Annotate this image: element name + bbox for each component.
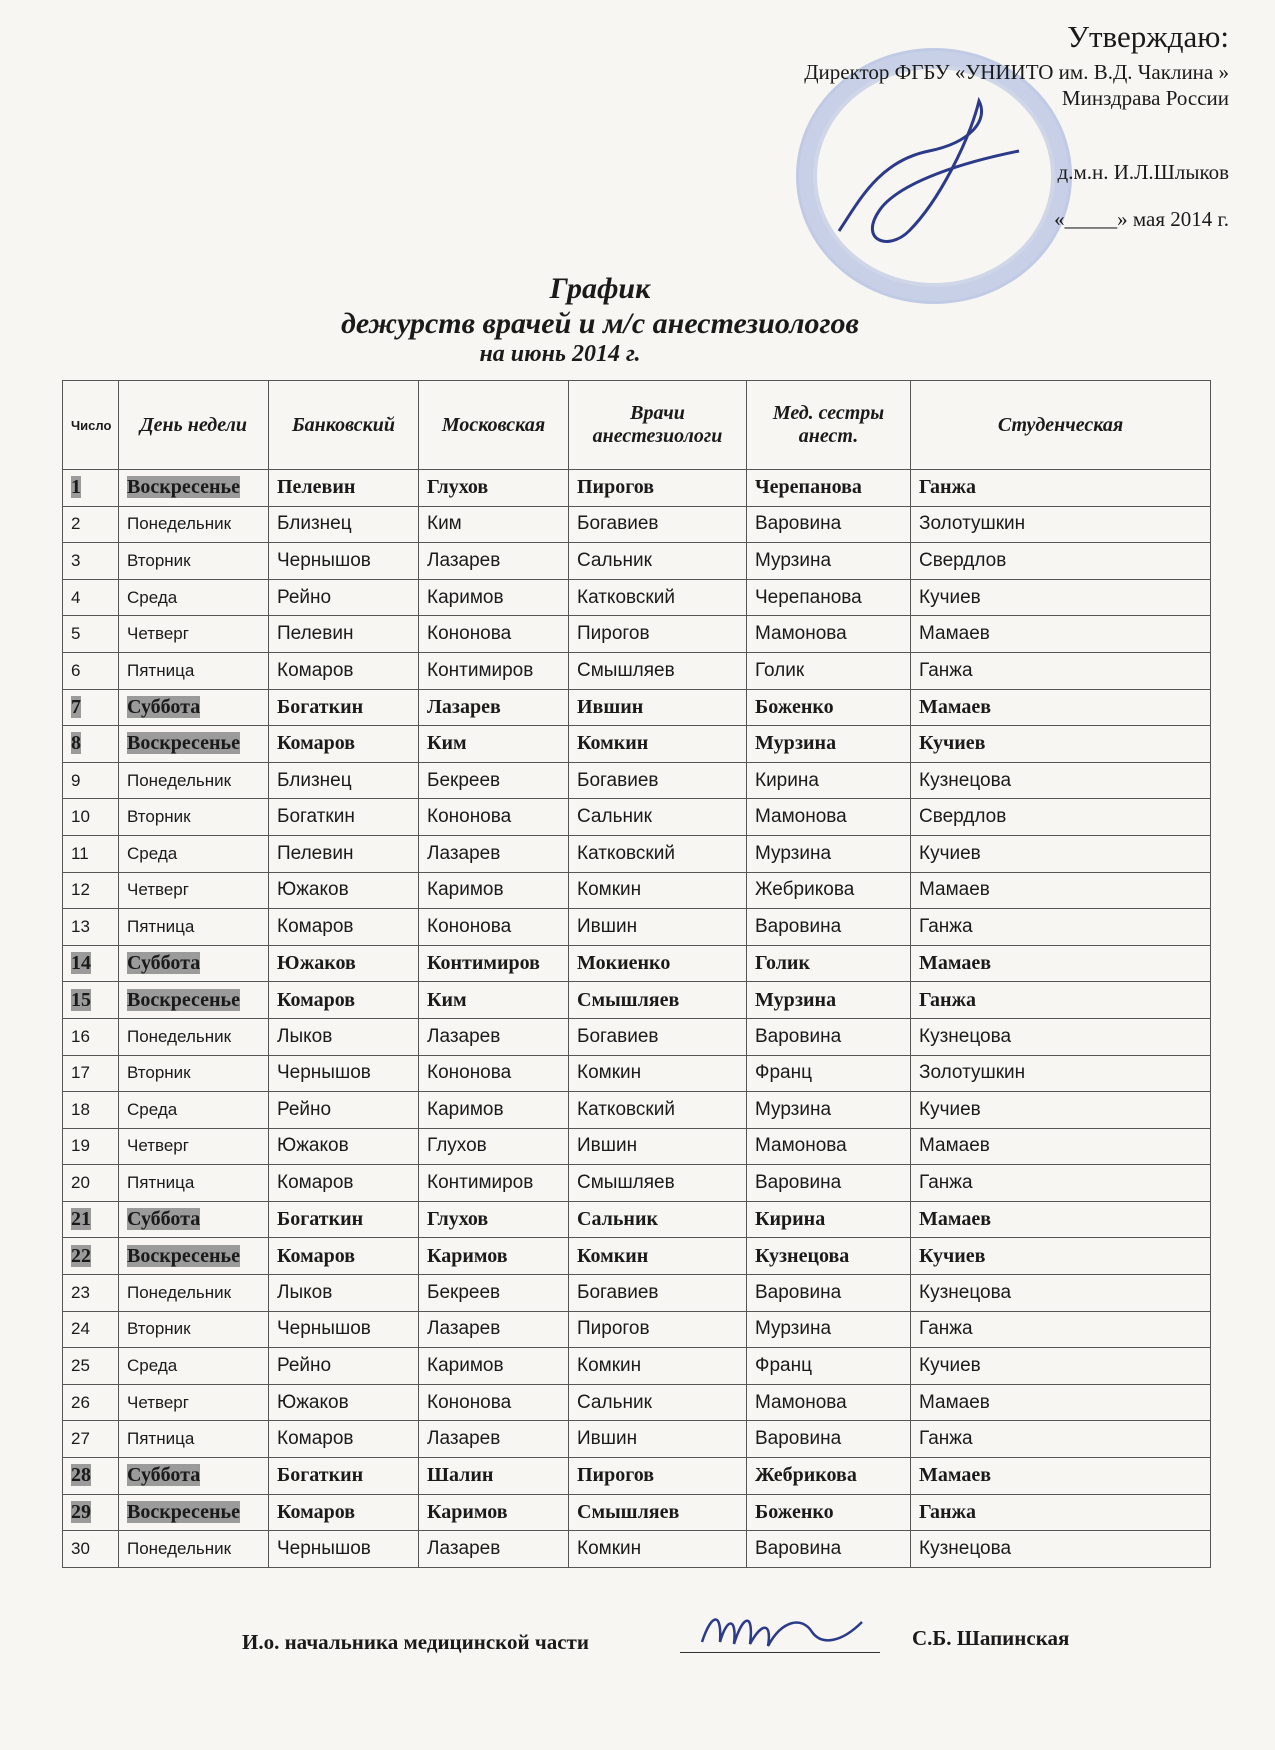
table-row [63, 1128, 1211, 1165]
cell-number: 25 [63, 1348, 119, 1385]
cell-studencheskaya: Мамаев [911, 616, 1211, 653]
cell-nurse: Мамонова [747, 1384, 911, 1421]
cell-weekday: Четверг [119, 872, 269, 909]
cell-bankovsky: Чернышов [269, 543, 419, 580]
cell-moskovskaya: Глухов [419, 1201, 569, 1238]
cell-moskovskaya: Каримов [419, 872, 569, 909]
cell-number: 10 [63, 799, 119, 836]
cell-bankovsky: Рейно [269, 579, 419, 616]
approval-title: Утверждаю: [1067, 19, 1229, 54]
cell-weekday: Воскресенье [119, 1238, 269, 1275]
table-row [63, 1055, 1211, 1092]
cell-nurse: Варовина [747, 1531, 911, 1568]
cell-bankovsky: Комаров [269, 726, 419, 763]
cell-nurse: Жебрикова [747, 872, 911, 909]
cell-moskovskaya: Каримов [419, 1494, 569, 1531]
cell-studencheskaya: Свердлов [911, 799, 1211, 836]
cell-studencheskaya: Кучиев [911, 579, 1211, 616]
cell-anesthesiologist: Ившин [569, 1421, 747, 1458]
cell-number: 21 [63, 1201, 119, 1238]
cell-bankovsky: Южаков [269, 1128, 419, 1165]
table-row [63, 470, 1211, 507]
header-anesthesiologists: Врачи анестезиологи [569, 381, 747, 470]
cell-weekday: Понедельник [119, 1018, 269, 1055]
cell-moskovskaya: Лазарев [419, 1531, 569, 1568]
cell-studencheskaya: Кучиев [911, 726, 1211, 763]
cell-anesthesiologist: Катковский [569, 835, 747, 872]
cell-moskovskaya: Лазарев [419, 1311, 569, 1348]
cell-weekday: Вторник [119, 1311, 269, 1348]
cell-nurse: Варовина [747, 1165, 911, 1202]
table-row [63, 652, 1211, 689]
cell-studencheskaya: Кучиев [911, 1092, 1211, 1129]
cell-nurse: Мурзина [747, 1311, 911, 1348]
approval-block [629, 18, 1229, 232]
table-row [63, 1494, 1211, 1531]
cell-nurse: Черепанова [747, 470, 911, 507]
cell-bankovsky: Комаров [269, 1165, 419, 1202]
handwritten-signature-icon [692, 1602, 872, 1662]
cell-weekday: Вторник [119, 543, 269, 580]
cell-studencheskaya: Мамаев [911, 1201, 1211, 1238]
cell-weekday: Среда [119, 579, 269, 616]
cell-studencheskaya: Ганжа [911, 1421, 1211, 1458]
cell-anesthesiologist: Смышляев [569, 1494, 747, 1531]
cell-nurse: Голик [747, 945, 911, 982]
cell-bankovsky: Комаров [269, 1238, 419, 1275]
table-row [63, 799, 1211, 836]
cell-nurse: Кирина [747, 1201, 911, 1238]
cell-weekday: Пятница [119, 1421, 269, 1458]
header-bankovsky: Банковский [269, 381, 419, 470]
cell-nurse: Боженко [747, 1494, 911, 1531]
cell-studencheskaya: Кузнецова [911, 762, 1211, 799]
table-row [63, 1238, 1211, 1275]
cell-weekday: Суббота [119, 945, 269, 982]
cell-weekday: Воскресенье [119, 982, 269, 1019]
cell-bankovsky: Чернышов [269, 1531, 419, 1568]
table-row [63, 506, 1211, 543]
cell-weekday: Суббота [119, 1458, 269, 1495]
cell-moskovskaya: Каримов [419, 1092, 569, 1129]
cell-moskovskaya: Контимиров [419, 945, 569, 982]
cell-anesthesiologist: Пирогов [569, 1458, 747, 1495]
cell-anesthesiologist: Комкин [569, 872, 747, 909]
cell-nurse: Мамонова [747, 1128, 911, 1165]
cell-weekday: Вторник [119, 1055, 269, 1092]
cell-number: 2 [63, 506, 119, 543]
cell-weekday: Четверг [119, 1128, 269, 1165]
cell-moskovskaya: Ким [419, 726, 569, 763]
header-nurses: Мед. сестры анест. [747, 381, 911, 470]
cell-weekday: Пятница [119, 652, 269, 689]
cell-moskovskaya: Кононова [419, 799, 569, 836]
cell-nurse: Варовина [747, 1018, 911, 1055]
cell-bankovsky: Чернышов [269, 1055, 419, 1092]
cell-number: 8 [63, 726, 119, 763]
cell-bankovsky: Богаткин [269, 1458, 419, 1495]
cell-studencheskaya: Кузнецова [911, 1531, 1211, 1568]
approval-ministry: Минздрава России [1061, 86, 1229, 110]
cell-moskovskaya: Шалин [419, 1458, 569, 1495]
cell-number: 17 [63, 1055, 119, 1092]
cell-anesthesiologist: Катковский [569, 1092, 747, 1129]
cell-weekday: Среда [119, 1092, 269, 1129]
cell-bankovsky: Близнец [269, 762, 419, 799]
table-row [63, 579, 1211, 616]
cell-nurse: Мурзина [747, 726, 911, 763]
cell-moskovskaya: Лазарев [419, 835, 569, 872]
cell-weekday: Понедельник [119, 1531, 269, 1568]
cell-bankovsky: Комаров [269, 982, 419, 1019]
cell-moskovskaya: Кононова [419, 909, 569, 946]
cell-studencheskaya: Кузнецова [911, 1018, 1211, 1055]
cell-weekday: Четверг [119, 1384, 269, 1421]
cell-moskovskaya: Лазарев [419, 543, 569, 580]
cell-bankovsky: Пелевин [269, 616, 419, 653]
cell-number: 4 [63, 579, 119, 616]
cell-studencheskaya: Кучиев [911, 1348, 1211, 1385]
table-row [63, 543, 1211, 580]
table-row [63, 1092, 1211, 1129]
cell-nurse: Черепанова [747, 579, 911, 616]
heading-subtitle: дежурств врачей и м/с анестезиологов [341, 306, 859, 340]
table-row [63, 689, 1211, 726]
cell-anesthesiologist: Смышляев [569, 652, 747, 689]
cell-bankovsky: Пелевин [269, 470, 419, 507]
cell-weekday: Понедельник [119, 1275, 269, 1312]
cell-weekday: Вторник [119, 799, 269, 836]
table-header-row [63, 381, 1211, 470]
table-row [63, 1201, 1211, 1238]
cell-number: 28 [63, 1458, 119, 1495]
cell-anesthesiologist: Ившин [569, 689, 747, 726]
cell-anesthesiologist: Богавиев [569, 1018, 747, 1055]
cell-nurse: Варовина [747, 1275, 911, 1312]
cell-bankovsky: Близнец [269, 506, 419, 543]
cell-nurse: Кузнецова [747, 1238, 911, 1275]
cell-studencheskaya: Кузнецова [911, 1275, 1211, 1312]
cell-anesthesiologist: Смышляев [569, 982, 747, 1019]
cell-number: 14 [63, 945, 119, 982]
cell-nurse: Голик [747, 652, 911, 689]
cell-anesthesiologist: Комкин [569, 1531, 747, 1568]
cell-nurse: Мурзина [747, 543, 911, 580]
cell-moskovskaya: Глухов [419, 1128, 569, 1165]
cell-bankovsky: Богаткин [269, 799, 419, 836]
cell-number: 24 [63, 1311, 119, 1348]
cell-moskovskaya: Кононова [419, 1384, 569, 1421]
cell-nurse: Варовина [747, 909, 911, 946]
cell-studencheskaya: Ганжа [911, 1165, 1211, 1202]
footer-name: С.Б. Шапинская [912, 1626, 1070, 1650]
cell-bankovsky: Комаров [269, 1494, 419, 1531]
table-row [63, 762, 1211, 799]
cell-moskovskaya: Ким [419, 506, 569, 543]
cell-number: 5 [63, 616, 119, 653]
cell-nurse: Кирина [747, 762, 911, 799]
table-row [63, 982, 1211, 1019]
table-row [63, 1384, 1211, 1421]
signature-line [680, 1652, 880, 1653]
cell-moskovskaya: Контимиров [419, 652, 569, 689]
cell-nurse: Мурзина [747, 1092, 911, 1129]
cell-studencheskaya: Золотушкин [911, 506, 1211, 543]
cell-nurse: Мурзина [747, 982, 911, 1019]
cell-anesthesiologist: Ившин [569, 1128, 747, 1165]
duty-schedule-table [62, 380, 1211, 1568]
cell-anesthesiologist: Катковский [569, 579, 747, 616]
cell-nurse: Мурзина [747, 835, 911, 872]
cell-number: 11 [63, 835, 119, 872]
cell-nurse: Боженко [747, 689, 911, 726]
cell-anesthesiologist: Сальник [569, 799, 747, 836]
table-row [63, 1311, 1211, 1348]
cell-anesthesiologist: Ившин [569, 909, 747, 946]
cell-moskovskaya: Каримов [419, 1238, 569, 1275]
cell-studencheskaya: Кучиев [911, 1238, 1211, 1275]
cell-nurse: Варовина [747, 1421, 911, 1458]
approval-director: Директор ФГБУ «УНИИТО им. В.Д. Чаклина » [804, 59, 1229, 84]
cell-moskovskaya: Кононова [419, 616, 569, 653]
heading-period: на июнь 2014 г. [479, 341, 641, 367]
cell-number: 19 [63, 1128, 119, 1165]
cell-weekday: Суббота [119, 1201, 269, 1238]
cell-number: 29 [63, 1494, 119, 1531]
cell-number: 13 [63, 909, 119, 946]
cell-weekday: Четверг [119, 616, 269, 653]
cell-nurse: Варовина [747, 506, 911, 543]
cell-studencheskaya: Золотушкин [911, 1055, 1211, 1092]
cell-weekday: Понедельник [119, 506, 269, 543]
table-row [63, 1531, 1211, 1568]
cell-anesthesiologist: Сальник [569, 1384, 747, 1421]
cell-nurse: Франц [747, 1348, 911, 1385]
cell-number: 20 [63, 1165, 119, 1202]
cell-bankovsky: Южаков [269, 1384, 419, 1421]
cell-studencheskaya: Ганжа [911, 1311, 1211, 1348]
cell-anesthesiologist: Богавиев [569, 1275, 747, 1312]
cell-bankovsky: Южаков [269, 872, 419, 909]
cell-bankovsky: Южаков [269, 945, 419, 982]
cell-studencheskaya: Мамаев [911, 872, 1211, 909]
cell-anesthesiologist: Смышляев [569, 1165, 747, 1202]
cell-anesthesiologist: Богавиев [569, 762, 747, 799]
cell-nurse: Мамонова [747, 799, 911, 836]
table-row [63, 1348, 1211, 1385]
cell-number: 18 [63, 1092, 119, 1129]
cell-studencheskaya: Ганжа [911, 1494, 1211, 1531]
table-row [63, 1275, 1211, 1312]
cell-anesthesiologist: Пирогов [569, 1311, 747, 1348]
cell-weekday: Воскресенье [119, 470, 269, 507]
cell-studencheskaya: Свердлов [911, 543, 1211, 580]
cell-bankovsky: Пелевин [269, 835, 419, 872]
cell-moskovskaya: Каримов [419, 1348, 569, 1385]
cell-anesthesiologist: Мокиенко [569, 945, 747, 982]
cell-number: 23 [63, 1275, 119, 1312]
cell-weekday: Пятница [119, 1165, 269, 1202]
cell-weekday: Суббота [119, 689, 269, 726]
cell-anesthesiologist: Комкин [569, 1348, 747, 1385]
cell-number: 15 [63, 982, 119, 1019]
cell-number: 7 [63, 689, 119, 726]
cell-number: 9 [63, 762, 119, 799]
cell-studencheskaya: Кучиев [911, 835, 1211, 872]
cell-nurse: Мамонова [747, 616, 911, 653]
cell-moskovskaya: Кононова [419, 1055, 569, 1092]
cell-number: 22 [63, 1238, 119, 1275]
cell-anesthesiologist: Сальник [569, 1201, 747, 1238]
footer-position: И.о. начальника медицинской части [242, 1630, 589, 1654]
table-row [63, 1018, 1211, 1055]
cell-moskovskaya: Лазарев [419, 1018, 569, 1055]
cell-bankovsky: Лыков [269, 1275, 419, 1312]
table-row [63, 1458, 1211, 1495]
table-row [63, 616, 1211, 653]
cell-moskovskaya: Лазарев [419, 1421, 569, 1458]
cell-number: 16 [63, 1018, 119, 1055]
cell-number: 3 [63, 543, 119, 580]
approval-signer: д.м.н. И.Л.Шлыков [1057, 160, 1229, 185]
cell-moskovskaya: Бекреев [419, 762, 569, 799]
table-row [63, 945, 1211, 982]
cell-weekday: Среда [119, 1348, 269, 1385]
cell-studencheskaya: Ганжа [911, 909, 1211, 946]
cell-moskovskaya: Бекреев [419, 1275, 569, 1312]
cell-studencheskaya: Ганжа [911, 652, 1211, 689]
cell-nurse: Жебрикова [747, 1458, 911, 1495]
cell-moskovskaya: Ким [419, 982, 569, 1019]
cell-bankovsky: Чернышов [269, 1311, 419, 1348]
cell-moskovskaya: Контимиров [419, 1165, 569, 1202]
cell-weekday: Воскресенье [119, 1494, 269, 1531]
cell-moskovskaya: Лазарев [419, 689, 569, 726]
cell-anesthesiologist: Комкин [569, 726, 747, 763]
heading-title: График [549, 272, 651, 305]
cell-bankovsky: Богаткин [269, 1201, 419, 1238]
table-row [63, 835, 1211, 872]
cell-moskovskaya: Каримов [419, 579, 569, 616]
table-row [63, 1421, 1211, 1458]
cell-anesthesiologist: Комкин [569, 1238, 747, 1275]
cell-anesthesiologist: Пирогов [569, 470, 747, 507]
table-row [63, 909, 1211, 946]
header-studencheskaya: Студенческая [911, 381, 1211, 470]
cell-weekday: Понедельник [119, 762, 269, 799]
cell-anesthesiologist: Сальник [569, 543, 747, 580]
cell-nurse: Франц [747, 1055, 911, 1092]
cell-moskovskaya: Глухов [419, 470, 569, 507]
header-number: Число [63, 381, 119, 470]
table-row [63, 872, 1211, 909]
cell-bankovsky: Комаров [269, 1421, 419, 1458]
cell-studencheskaya: Мамаев [911, 1458, 1211, 1495]
cell-studencheskaya: Мамаев [911, 1384, 1211, 1421]
cell-number: 26 [63, 1384, 119, 1421]
cell-anesthesiologist: Комкин [569, 1055, 747, 1092]
cell-studencheskaya: Ганжа [911, 982, 1211, 1019]
cell-bankovsky: Рейно [269, 1348, 419, 1385]
header-weekday: День недели [119, 381, 269, 470]
cell-studencheskaya: Ганжа [911, 470, 1211, 507]
cell-bankovsky: Богаткин [269, 689, 419, 726]
cell-studencheskaya: Мамаев [911, 689, 1211, 726]
cell-weekday: Воскресенье [119, 726, 269, 763]
cell-studencheskaya: Мамаев [911, 945, 1211, 982]
table-row [63, 1165, 1211, 1202]
header-moskovskaya: Московская [419, 381, 569, 470]
cell-number: 6 [63, 652, 119, 689]
document-heading [0, 272, 1200, 369]
cell-weekday: Пятница [119, 909, 269, 946]
cell-weekday: Среда [119, 835, 269, 872]
cell-anesthesiologist: Богавиев [569, 506, 747, 543]
cell-bankovsky: Комаров [269, 909, 419, 946]
cell-anesthesiologist: Пирогов [569, 616, 747, 653]
cell-number: 30 [63, 1531, 119, 1568]
cell-number: 27 [63, 1421, 119, 1458]
cell-bankovsky: Рейно [269, 1092, 419, 1129]
cell-number: 12 [63, 872, 119, 909]
table-row [63, 726, 1211, 763]
cell-studencheskaya: Мамаев [911, 1128, 1211, 1165]
cell-number: 1 [63, 470, 119, 507]
approval-date: «_____» мая 2014 г. [1054, 206, 1229, 231]
cell-bankovsky: Комаров [269, 652, 419, 689]
cell-bankovsky: Лыков [269, 1018, 419, 1055]
